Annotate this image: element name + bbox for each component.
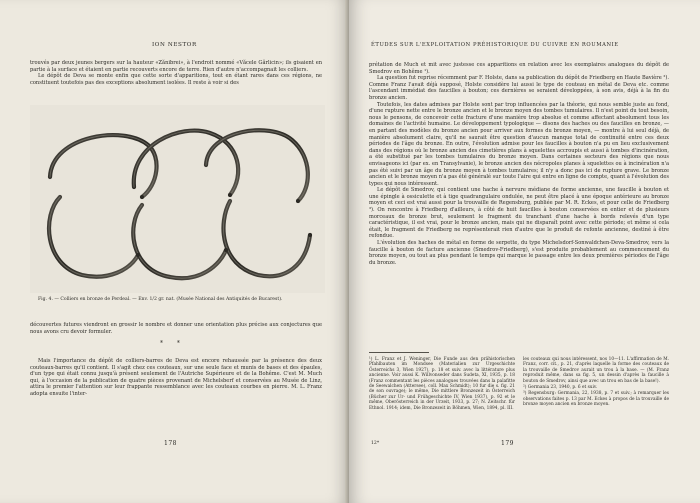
right-paragraph: L'évolution des haches de métal en forme de serpette, du type Michelsdorf-Sonwaldchen-Deva-Smedrov, vers la faucille à bouton de facture ancienne (Smedrov-Friedberg), s'est produite probablement au commencement du bronze moyen, ou tout au plus pendant le temps qui marque le passage entre les deux premières périodes de l'âge du bronze.	[369, 240, 669, 266]
right-page	[349, 0, 700, 503]
left-running-head: ION NESTOR	[152, 42, 197, 48]
left-paragraph: Le dépôt de Deva se monte enfin que cette sorte d'apparitions, tout en étant rares dans ces régions, ne constituent toutefois pas des exceptions absolument isolées. Il reste à voir si des	[30, 73, 322, 86]
right-page-number: 179	[501, 440, 514, 447]
footnote: les couteaux qui nous intéressent, nos 10—11. L'affirmation de M. Franz, corr. cit., p. 21, d'après laquelle la forme des couteaux de la trouvaille de Smedrov aurait un trou à la base. — (M. Franz reproduit même, dans sa fig. 5, un dessin d'après la faucille à bouton de Smedrov, ainsi que avec un trou en bas de la base!).	[523, 357, 669, 384]
collar-upper-left	[50, 135, 157, 197]
right-paragraph: Le dépôt de Smedrov, qui contient une hache à nervure médiane de forme ancienne, une faucille à bouton et une épingle à ossiculette et à tige quadrangulaire ondulée, ne peut être placé à une époque antérieure au bronze moyen et ceci est vrai aussi pour la trouvaille de Regensburg, publiée par M. R. Eckes, et pour celle de Friedberg ³). On rencontre à Friedberg d'ailleurs, à côté de huit faucilles à bouton conservées en entier et de plusieurs morceaux de bronze brut, seulement le fragment du tranchant d'une hache à bords relevés d'un type caractéristique, il est vrai, pour le bronze ancien, mais qui ne disparaît point avec cette période; et même si cela était, le fragment de Friedberg ne représenterait rien d'autre que le produit de refonte ancienne, destiné à être refondue.	[369, 187, 669, 240]
figure-collars	[30, 105, 325, 293]
left-paragraph: Mais l'importance du dépôt de colliers-barres de Deva est encore rehaussée par la présence des deux couteaux-barres qu'il contient. Il s'agit chez ces couteaux, sur une seule face et munis de bases et des épaules, d'un type qui était connu jusqu'à présent seulement de l'Autriche Supérieure et de la Bohême. C'est M. Much qui, à l'occasion de la publication de quatre pièces provenant de Michelsberf et conservées au Musée de Linz, attira le premier l'attention sur leur frappante ressemblance avec les couteaux courbes en pierre. M. L. Franz adopta ensuite l'inter-	[30, 358, 322, 397]
right-paragraph: prétation de Much et mit avec justesse ces apparitions en relation avec les exemplaires analogues du dépôt de Smedrov en Bohême ¹).	[369, 62, 669, 75]
left-paragraph: découvertes futures viendront en grossir le nombre et donner une orientation plus précise aux conjectures que nous avons cru devoir formuler.	[30, 322, 322, 335]
footnotes	[369, 357, 669, 427]
signature-mark: 12*	[371, 441, 380, 446]
right-paragraph: La question fut reprise récemment par F. Holste, dans sa publication du dépôt de Friedberg en Haute Bavière ²). Comme Franz l'avait déjà supposé, Holste considère lui aussi le type de couteau en métal de Deva etc. comme l'ascendant immédiat des faucilles à bouton; ces dernières se seraient développées, à son avis, déjà à la fin du bronze ancien.	[369, 75, 669, 101]
left-text-mid	[30, 322, 322, 335]
left-text-top	[30, 60, 322, 86]
left-text-bottom	[30, 358, 322, 398]
footnote: ³) Regensburg: Germania, 22, 1938, p. 7 et suiv.; à remarquer les observations faites p. 13 par M. Eckes à propos de la trouvaille de bronze moyen ancien en bronze moyen.	[523, 391, 669, 408]
collar-lower-middle	[133, 205, 226, 278]
footnote: ¹) L. Franz et J. Weninger, Die Funde aus den prähistorischen Pfahlbauten im Mondsee (Materialien zur Urgeschichte Österreichs 3, Wien 1927), p. 18 et suiv. avec la littérature plus ancienne. Voir aussi K. Willvonseder dans Sudeta, XI, 1935, p. 18 (Franz commentant les pièces analogues trouvées dans la palafitte de Seewalchen (Attersee), coll. Max Schmidt); 10 fur die s. fig. 21 de son ouvrage); le même, Die mittlere Bronzezeit in Österreich (Bücher zur Ur- und Frühgeschichte IV, Wien 1937), p. 92 et le même, Oberösterreich in der Urzeit, 1933, p. 27; N. Zeitschr. für Ethnol. 1914; idem, Die Bronzezeit in Böhmen, Wien, 1894, pl. III.	[369, 357, 515, 411]
left-paragraph: trouvés par deux jeunes bergers sur la hauteur «Zănibrei», à l'endroit nommé «Văcele Gărlicin»; ils gisaient en partie à la surface et étaient en partie recouverts encore de terre. Rien d'autre n'accompagnait les colliers.	[30, 60, 322, 73]
footnote-rule	[369, 352, 429, 353]
collar-upper-right-inner	[206, 130, 308, 201]
right-paragraph: Toutefois, les dates admises par Holste sont par trop influencées par la théorie, qui nous semble juste au fond, d'une rupture nette entre le bronze ancien et le bronze moyen des tombes tumulaires. Il n'est point du tout besoin, nous le pensons, de concevoir cette fracture d'une manière trop absolue et comme affectant absolument tous les domaines de l'activité humaine. Le développement typologique — disons des haches ou des faucilles en bronze, — en partant des modèles du bronze ancien pour arriver aux formes du bronze moyen, — montre à lui seul déjà, de manière absolument claire, qu'il ne saurait être question d'aucun manque total de continuité entre ces deux périodes de l'âge du bronze. En outre, l'évolution admise pour les faucilles à bouton n'a pu en lieu exclusivement dans des régions où le bronze ancien des cimetières plans à squelettes accroupis et aussi à tombes d'incinération, a été substitué par les tombes tumulaires du bronze moyen. Dans certaines secteurs des régions que nous envisageons ici (par ex. en Transylvanie), le bronze ancien des nécropoles planes à squelettes ou à incinération n'a pas été suivi par un âge du bronze moyen à tombes tumulaires; il n'y a donc pas ici de rupture grave. Le bronze ancien et le bronze moyen n'a pas été généralé sur toute l'aire qui entre en ligne de compte, quant à l'évolution des types qui nous intéressent.	[369, 101, 669, 187]
collar-upper-left-inner	[50, 135, 157, 197]
footnotes-right-column	[523, 357, 669, 409]
right-running-head: ÉTUDES SUR L'EXPLOITATION PRÉHISTORIQUE DU CUIVRE EN ROUMANIE	[371, 42, 619, 48]
footnotes-left-column	[369, 357, 515, 412]
section-separator-stars: * *	[160, 340, 186, 347]
collar-lower-left	[49, 197, 138, 277]
footnote: ²) Germania 23, 1940, p. 6 et suiv.	[523, 385, 598, 391]
collars-illustration	[30, 105, 325, 293]
left-page-number: 178	[164, 440, 177, 447]
figure-caption: Fig. 4. — Colliers en bronze de Perdeal. — Env. 1/2 gr. nat. (Musée National des Antiquités de Bucarest).	[38, 297, 283, 302]
left-page	[0, 0, 349, 503]
right-text	[369, 62, 669, 266]
